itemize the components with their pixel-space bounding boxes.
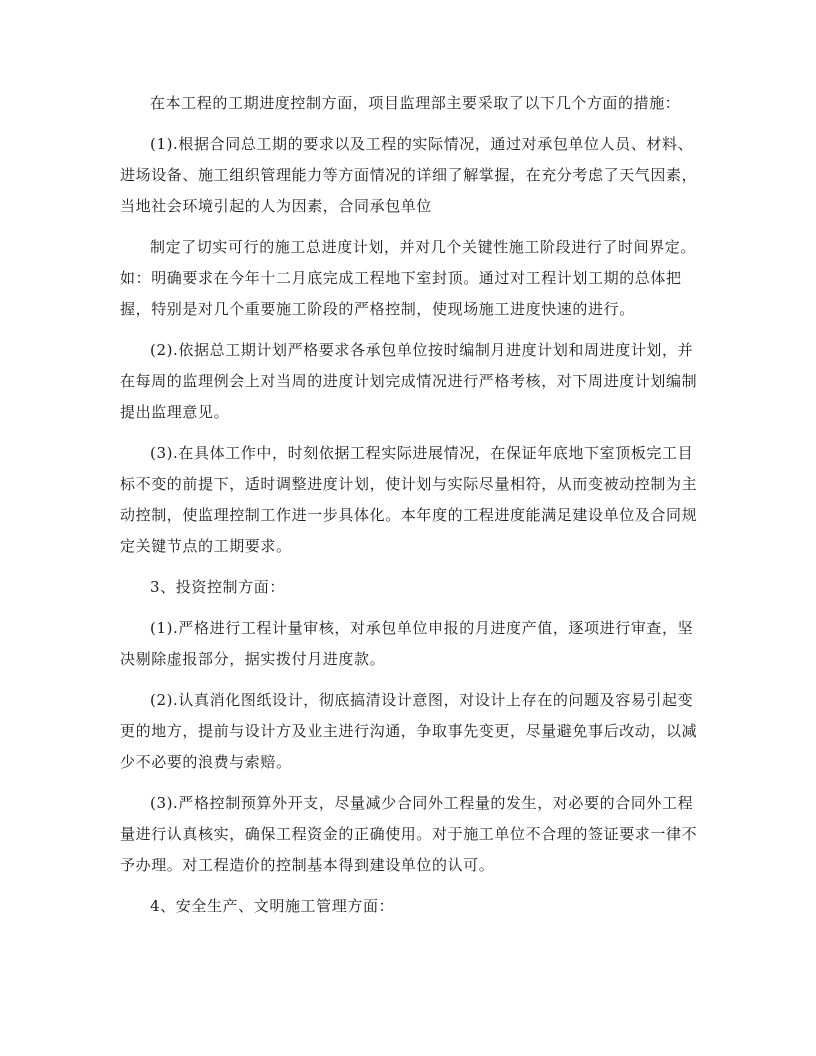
paragraph-intro: 在本工程的工期进度控制方面，项目监理部主要采取了以下几个方面的措施： bbox=[150, 94, 681, 112]
section-heading-investment: 3、投资控制方面： bbox=[150, 578, 285, 596]
document-body bbox=[120, 88, 698, 922]
paragraph-schedule-1-cont: 制定了切实可行的施工总进度计划，并对几个关键性施工阶段进行了时间界定。如：明确要求在今年十二月底完成工程地下室封顶。通过对工程计划工期的总体把握，特别是对几个重要施工阶段的严格控制，使现场施工进度快速的进行。 bbox=[120, 238, 697, 318]
paragraph-investment-2: (2).认真消化图纸设计，彻底搞清设计意图，对设计上存在的问题及容易引起变更的地方，提前与设计方及业主进行沟通，争取事先变更，尽量避免事后改动，以减少不必要的浪费与索赔。 bbox=[120, 691, 698, 771]
section-heading-safety: 4、安全生产、文明施工管理方面： bbox=[150, 897, 395, 915]
paragraph-schedule-3: (3).在具体工作中，时刻依据工程实际进展情况，在保证年底地下室顶板完工目标不变的前提下，适时调整进度计划，使计划与实际尽量相符，从而变被动控制为主动控制，使监理控制工作进一步具体化。本年度的工程进度能满足建设单位及合同规定关键节点的工期要求。 bbox=[120, 444, 698, 555]
paragraph-schedule-1: (1).根据合同总工期的要求以及工程的实际情况，通过对承包单位人员、材料、进场设备、施工组织管理能力等方面情况的详细了解掌握，在充分考虑了天气因素，当地社会环境引起的人为因素，合同承包单位 bbox=[120, 135, 698, 215]
paragraph-investment-3: (3).严格控制预算外开支，尽量减少合同外工程量的发生，对必要的合同外工程量进行认真核实，确保工程资金的正确使用。对于施工单位不合理的签证要求一律不予办理。对工程造价的控制基本得到建设单位的认可。 bbox=[120, 794, 698, 874]
paragraph-schedule-2: (2).依据总工期计划严格要求各承包单位按时编制月进度计划和周进度计划，并在每周的监理例会上对当周的进度计划完成情况进行严格考核，对下周进度计划编制提出监理意见。 bbox=[120, 341, 698, 421]
paragraph-investment-1: (1).严格进行工程计量审核，对承包单位申报的月进度产值，逐项进行审查，坚决剔除虚报部分，据实拨付月进度款。 bbox=[120, 619, 694, 668]
